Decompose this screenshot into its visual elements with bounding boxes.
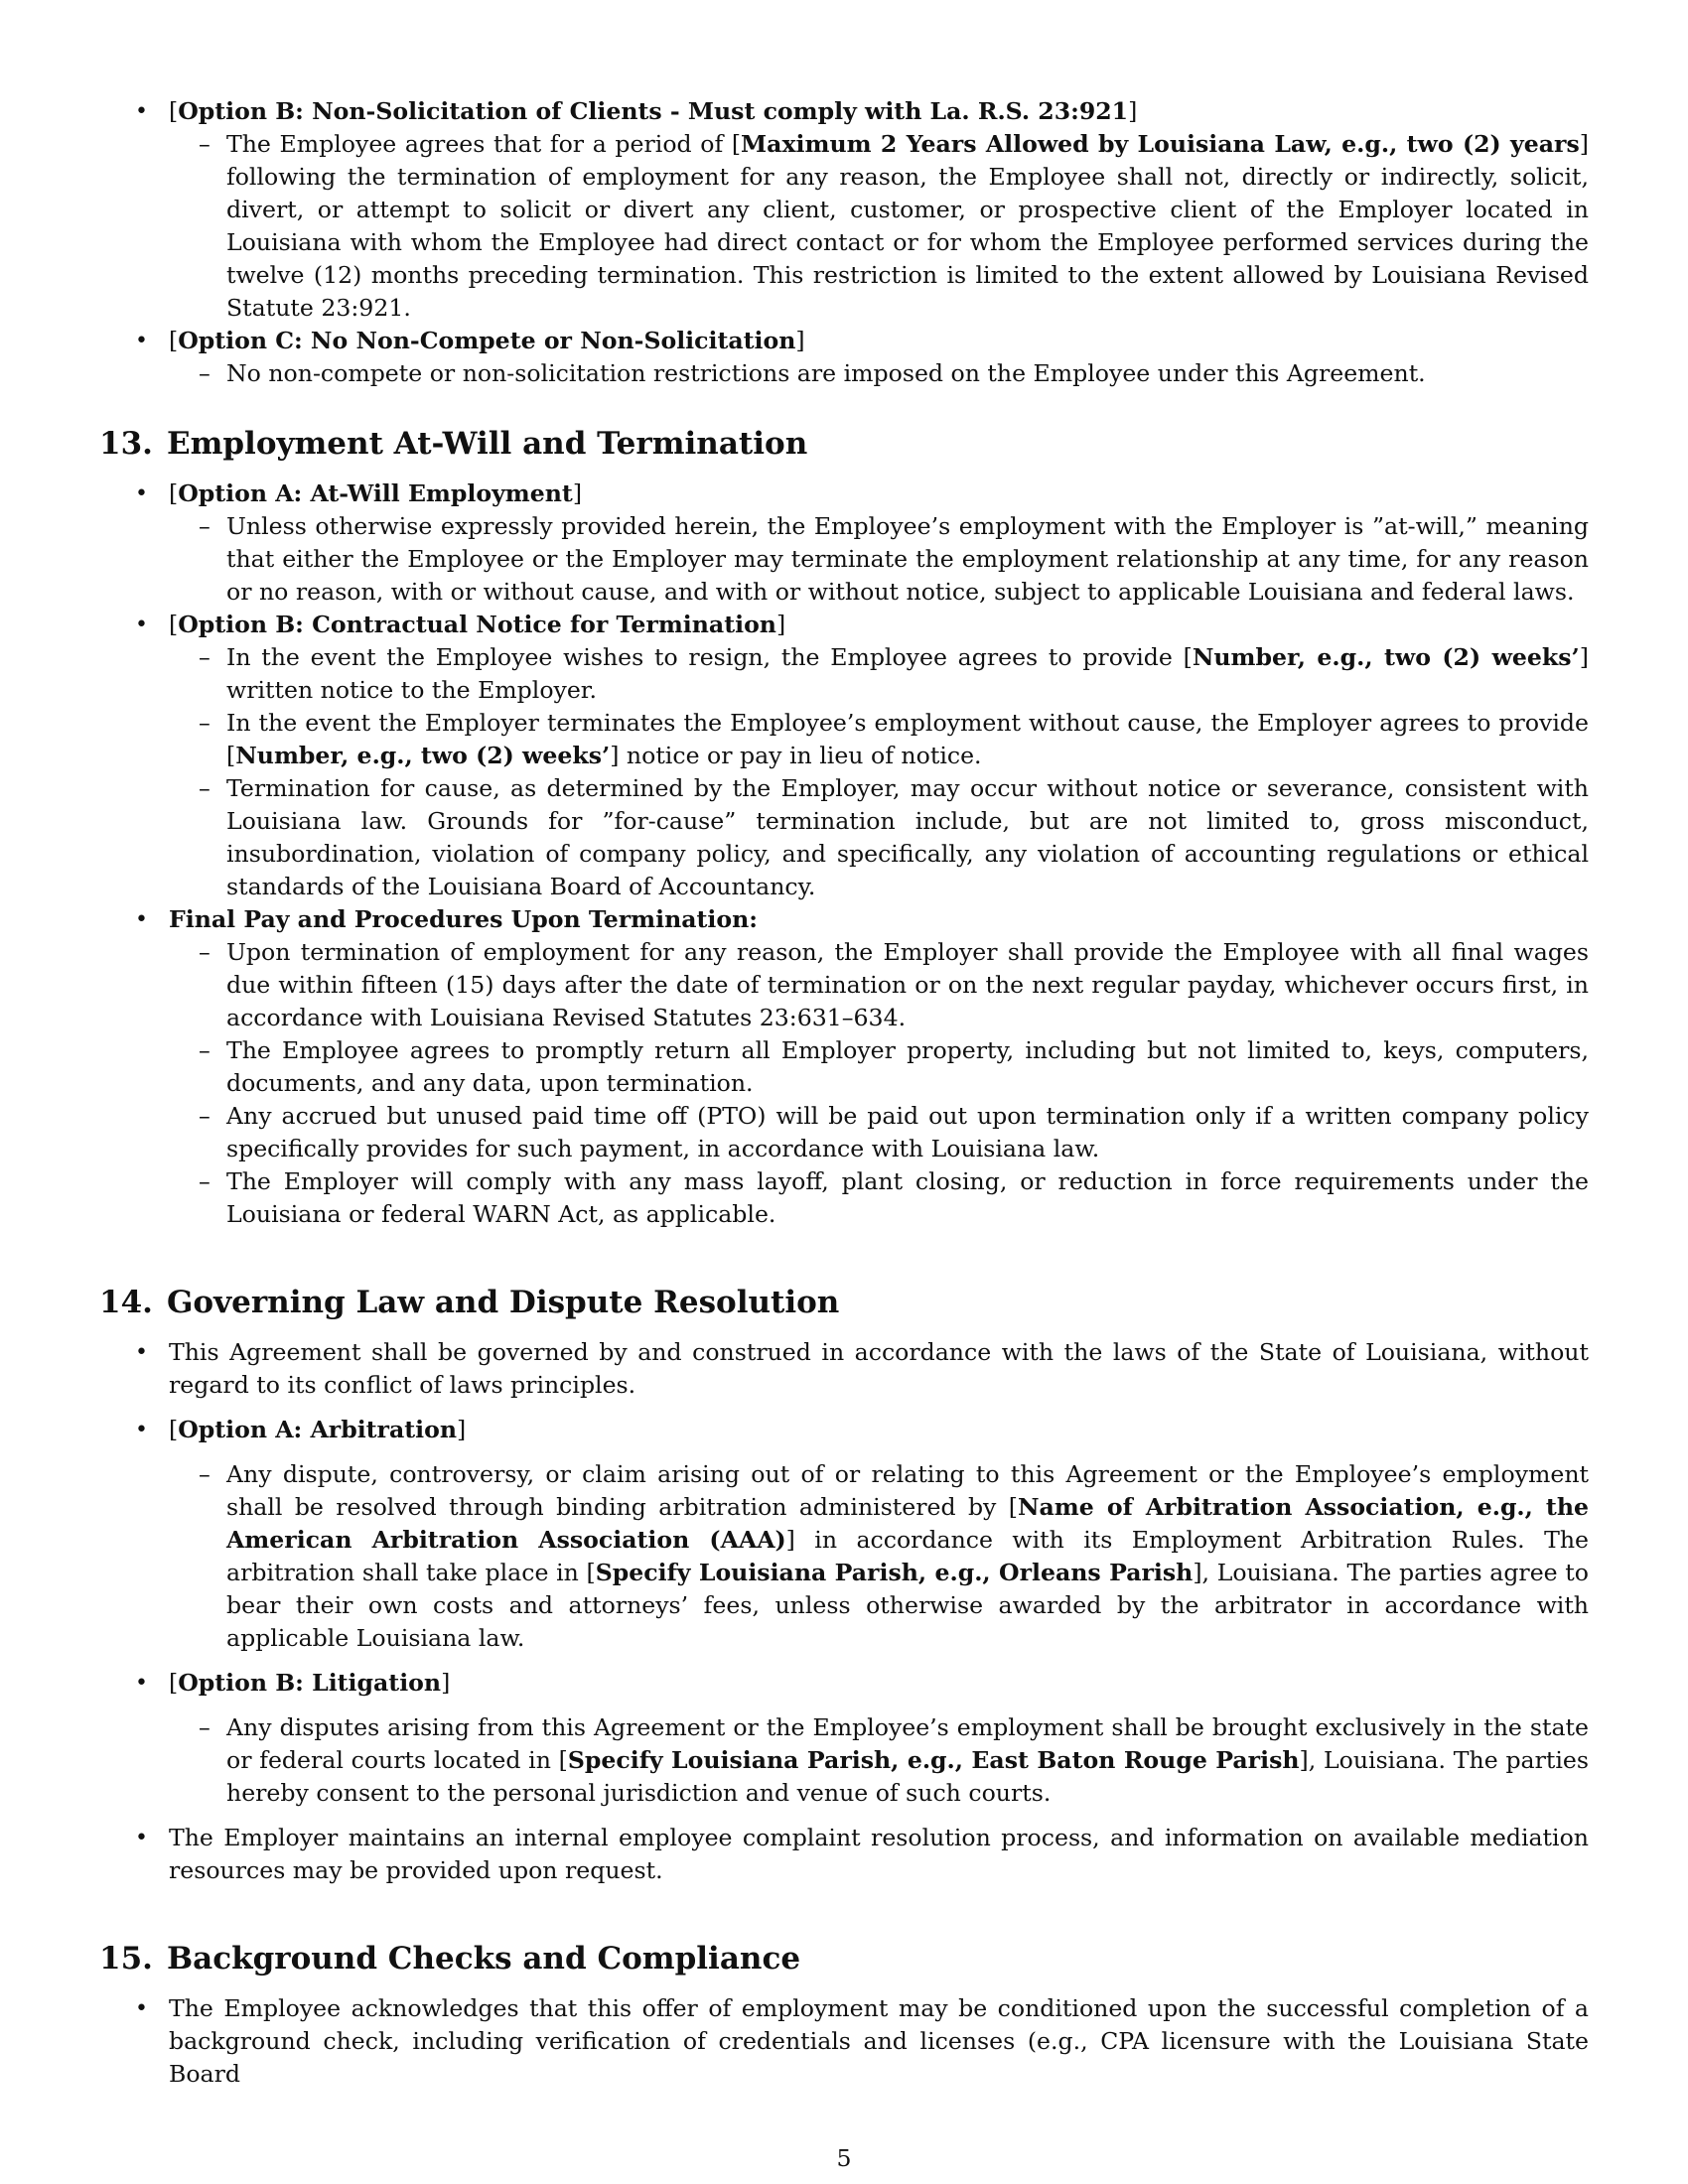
- sec12-option-b-title: [Option B: Non-Solicitation of Clients - Must comply with La. R.S. 23:921]: [169, 97, 1138, 125]
- sec13-final-pay-item-2: – The Employee agrees to promptly return all Employer property, including but not limited to, keys, computers, documents, and any data, upon termination.: [99, 1034, 1589, 1100]
- sec14-option-b: [99, 1667, 1589, 1810]
- section-14-heading: 14. Governing Law and Dispute Resolution: [99, 1285, 840, 1320]
- sec13-option-b-item-2: – In the event the Employer terminates the Employee’s employment without cause, the Employer agrees to provide [Number, e.g., two (2) weeks’] notice or pay in lieu of notice.: [99, 707, 1589, 772]
- sec13-final-pay-item-3: – Any accrued but unused paid time off (PTO) will be paid out upon termination only if a written company policy specifically provides for such payment, in accordance with Louisiana law.: [99, 1100, 1589, 1165]
- sec13-option-b-title: [Option B: Contractual Notice for Termination]: [169, 611, 786, 638]
- sec13-option-a: [99, 478, 1589, 609]
- sec12-option-b-item-1: – The Employee agrees that for a period of [Maximum 2 Years Allowed by Louisiana Law, e.g., two (2) years] following the termination of employment for any reason, the Employee shall not, directly or indirectly, solicit, divert, or attempt to solicit or divert any client, customer, or prospective client of the Employer located in Louisiana with whom the Employee had direct contact or for whom the Employee performed services during the twelve (12) months preceding termination. This restriction is limited to the extent allowed by Louisiana Revised Statute 23:921.: [99, 128, 1589, 325]
- sec14-intro: • This Agreement shall be governed by and construed in accordance with the laws of the State of Louisiana, without regard to its conflict of laws principles.: [99, 1336, 1589, 1402]
- sec15-list: [99, 1992, 1589, 2091]
- sec14-option-b-title: [Option B: Litigation]: [169, 1669, 451, 1697]
- sec13-list: [99, 478, 1589, 1231]
- sec12-option-c-title: [Option C: No Non-Compete or Non-Solicitation]: [169, 327, 805, 354]
- sec13-final-pay-item-4: – The Employer will comply with any mass layoff, plant closing, or reduction in force requirements under the Louisiana or federal WARN Act, as applicable.: [99, 1165, 1589, 1231]
- sec12-options-list: [99, 95, 1589, 390]
- sec14-option-a-title: [Option A: Arbitration]: [169, 1416, 467, 1443]
- section-13-heading: 13. Employment At-Will and Termination: [99, 426, 808, 462]
- sec14-list: [99, 1336, 1589, 1887]
- sec13-option-b: [99, 609, 1589, 903]
- sec14-option-a-item-1: – Any dispute, controversy, or claim arising out of or relating to this Agreement or the Employee’s employment shall be resolved through binding arbitration administered by [Name of Arbitration Association, e.g., the American Arbitration Association (AAA)] in accordance with its Employment Arbitration Rules. The arbitration shall take place in [Specify Louisiana Parish, e.g., Orleans Parish], Louisiana. The parties agree to bear their own costs and attorneys’ fees, unless otherwise awarded by the arbitrator in accordance with applicable Louisiana law.: [99, 1458, 1589, 1655]
- page-number: 5: [836, 2144, 852, 2172]
- sec12-option-b: [99, 95, 1589, 325]
- sec12-option-c: [99, 325, 1589, 390]
- sec14-option-b-item-1: – Any disputes arising from this Agreement or the Employee’s employment shall be brought exclusively in the state or federal courts located in [Specify Louisiana Parish, e.g., East Baton Rouge Parish], Louisiana. The parties hereby consent to the personal jurisdiction and venue of such courts.: [99, 1711, 1589, 1810]
- sec13-final-pay-title: Final Pay and Procedures Upon Termination:: [169, 905, 758, 933]
- sec12-option-c-item-1: – No non-compete or non-solicitation restrictions are imposed on the Employee under this Agreement.: [99, 357, 1589, 390]
- sec14-option-a: [99, 1414, 1589, 1655]
- sec13-option-b-item-1: – In the event the Employee wishes to resign, the Employee agrees to provide [Number, e.g., two (2) weeks’] written notice to the Employer.: [99, 641, 1589, 707]
- sec13-final-pay: [99, 903, 1589, 1231]
- sec15-item-1: • The Employee acknowledges that this offer of employment may be conditioned upon the successful completion of a background check, including verification of credentials and licenses (e.g., CPA licensure with the Louisiana State Board: [99, 1992, 1589, 2091]
- section-15-heading: 15. Background Checks and Compliance: [99, 1941, 801, 1977]
- sec13-option-a-item-1: – Unless otherwise expressly provided herein, the Employee’s employment with the Employer is ”at-will,” meaning that either the Employee or the Employer may terminate the employment relationship at any time, for any reason or no reason, with or without cause, and with or without notice, subject to applicable Louisiana and federal laws.: [99, 510, 1589, 609]
- sec13-option-a-title: [Option A: At-Will Employment]: [169, 479, 583, 507]
- sec13-option-b-item-3: – Termination for cause, as determined by the Employer, may occur without notice or severance, consistent with Louisiana law. Grounds for ”for-cause” termination include, but are not limited to, gross misconduct, insubordination, violation of company policy, and specifically, any violation of accounting regulations or ethical standards of the Louisiana Board of Accountancy.: [99, 772, 1589, 903]
- sec13-final-pay-item-1: – Upon termination of employment for any reason, the Employer shall provide the Employee with all final wages due within fifteen (15) days after the date of termination or on the next regular payday, whichever occurs first, in accordance with Louisiana Revised Statutes 23:631–634.: [99, 936, 1589, 1034]
- sec14-closing: • The Employer maintains an internal employee complaint resolution process, and information on available mediation resources may be provided upon request.: [99, 1822, 1589, 1887]
- document-page: [99, 95, 1589, 2091]
